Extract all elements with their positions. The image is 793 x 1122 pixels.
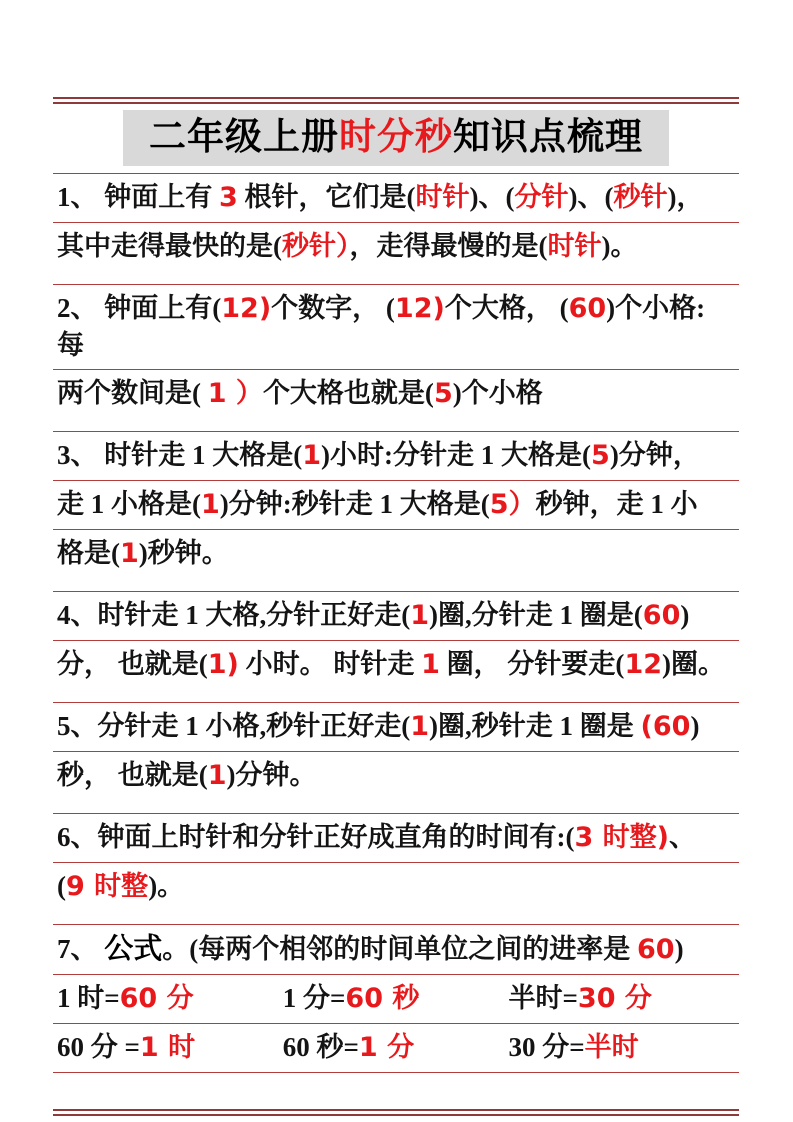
- answer-text: 1 时: [139, 1032, 196, 1064]
- bottom-spacer: [53, 1073, 739, 1109]
- row-item-4-line-2: [53, 641, 739, 703]
- text-line: [57, 375, 735, 412]
- answer-text: 1 分: [358, 1032, 415, 1064]
- body-text: 秒钟，走 1 小: [535, 489, 698, 520]
- answer-text: 1): [207, 649, 239, 681]
- body-text: 2、 钟面上有(: [57, 293, 222, 324]
- body-text: )圈,秒针走 1 圈是: [429, 711, 641, 742]
- body-text: 6、钟面上时针和分针正好成直角的时间有:(: [57, 822, 575, 853]
- body-text: 5、分针走 1 小格,秒针正好走(: [57, 711, 411, 742]
- row-item-2-line-3: [53, 370, 739, 432]
- answer-text: 时分秒: [339, 115, 453, 158]
- row-item-3-line-3: [53, 530, 739, 592]
- body-text: ，走得最慢的是(: [349, 231, 548, 262]
- row-item-1-line-1: [53, 174, 739, 223]
- answer-text: 60: [568, 293, 607, 325]
- body-text: 其中走得最快的是(: [57, 231, 282, 262]
- body-text: 每: [57, 330, 84, 361]
- row-item-3-line-2: [53, 481, 739, 530]
- row-item-1-line-2: [53, 223, 739, 285]
- body-text: 秒， 也就是(: [57, 760, 208, 791]
- body-text: 格是(: [57, 538, 120, 569]
- body-text: 、: [669, 822, 697, 853]
- answer-text: 12): [221, 293, 272, 325]
- body-text: 两个数间是(: [57, 378, 208, 409]
- answer-text: 5: [433, 378, 453, 410]
- body-text: 60 分 =: [57, 1032, 140, 1063]
- body-text: 1 分=: [282, 983, 346, 1014]
- row-formula-row-1: [53, 975, 739, 1024]
- body-text: )秒钟。: [138, 538, 229, 569]
- answer-text: 60: [637, 934, 675, 966]
- answer-text: 1: [120, 538, 139, 570]
- body-text: ): [674, 934, 684, 965]
- text-line: [57, 757, 735, 794]
- formula-cell: [57, 980, 283, 1017]
- row-formula-row-2: [53, 1024, 739, 1073]
- body-text: )个小格: [452, 378, 543, 409]
- answer-text: 半时: [584, 1032, 639, 1064]
- emphasis-text: 公式: [104, 931, 163, 966]
- body-text: 走 1 小格是(: [57, 489, 201, 520]
- answer-text: 1: [421, 649, 440, 681]
- body-text: 7、: [57, 934, 105, 965]
- formula-cell: [509, 980, 735, 1017]
- body-text: 个数字， (: [271, 293, 395, 324]
- body-text: 个大格， (: [444, 293, 569, 324]
- answer-text: 1: [201, 489, 220, 521]
- body-text: 根针，它们是(: [237, 182, 416, 213]
- answer-text: 60: [642, 600, 681, 632]
- body-text: )。: [601, 231, 638, 262]
- answer-text: 1 ）: [207, 378, 263, 410]
- body-text: 4、时针走 1 大格,分针正好走(: [57, 600, 411, 631]
- answer-text: 1: [410, 711, 430, 743]
- answer-text: 时针: [547, 231, 602, 263]
- answer-text: 3 时整): [574, 822, 670, 854]
- body-text: ): [690, 711, 700, 742]
- page-title: [123, 110, 669, 166]
- answer-text: 分针: [514, 182, 569, 214]
- formula-cell: [283, 1029, 509, 1066]
- answer-text: 1: [207, 760, 227, 792]
- row-item-5-line-1: [53, 703, 739, 752]
- answer-text: 9 时整: [66, 871, 149, 903]
- body-text: 半时=: [508, 983, 578, 1014]
- text-line: [57, 228, 735, 265]
- document-content: [53, 97, 739, 1116]
- formula-cell: [283, 980, 509, 1017]
- row-item-6-line-2: [53, 863, 739, 925]
- text-line: [57, 327, 735, 363]
- text-line: [57, 437, 735, 474]
- body-text: )、(: [469, 182, 515, 213]
- row-item-4-line-1: [53, 592, 739, 641]
- body-text: )小时:分针走 1 大格是(: [321, 440, 592, 471]
- answer-text: 1: [410, 600, 430, 632]
- text-line: [57, 597, 735, 634]
- row-item-6-line-1: [53, 814, 739, 863]
- text-line: [57, 930, 735, 968]
- body-text: 60 秒=: [282, 1032, 359, 1063]
- body-text: (: [57, 871, 66, 902]
- answer-text: 5: [591, 440, 610, 472]
- answer-text: 3: [219, 182, 238, 214]
- page-border-top: [53, 97, 739, 104]
- body-text: 分， 也就是(: [57, 649, 208, 680]
- answer-text: 秒针: [613, 182, 668, 214]
- body-text: 。(每两个相邻的时间单位之间的进率是: [162, 934, 638, 965]
- body-text: 1、 钟面上有: [57, 182, 219, 213]
- answer-text: 时针: [415, 182, 470, 214]
- text-line: [57, 646, 735, 683]
- answer-text: 5）: [489, 489, 536, 521]
- body-text: 小时。 时针走: [238, 649, 422, 680]
- row-item-5-line-2: [53, 752, 739, 814]
- answer-text: 秒针）: [282, 231, 350, 263]
- body-text: )圈,分针走 1 圈是(: [429, 600, 643, 631]
- answer-text: 12): [394, 293, 445, 325]
- row-title: [53, 104, 739, 174]
- body-text: )个小格:: [606, 293, 706, 324]
- row-item-2-lines-1-2: [53, 285, 739, 370]
- body-text: 1 时=: [57, 983, 120, 1014]
- text-line: [57, 819, 735, 856]
- text-line: [57, 290, 735, 327]
- body-text: )，: [667, 182, 704, 213]
- body-text: )圈。: [662, 649, 726, 680]
- row-item-7-heading: [53, 925, 739, 975]
- body-text: 知识点梳理: [453, 115, 643, 158]
- body-text: 圈， 分针要走(: [439, 649, 625, 680]
- answer-text: 60 秒: [345, 983, 420, 1015]
- notes-table: [53, 104, 739, 1073]
- body-text: 30 分=: [508, 1032, 585, 1063]
- text-line: [57, 868, 735, 905]
- text-line: [57, 535, 735, 572]
- body-text: 二年级上册: [149, 115, 339, 158]
- body-text: )分钟，: [609, 440, 700, 471]
- body-text: 个大格也就是(: [262, 378, 434, 409]
- answer-text: 1: [302, 440, 322, 472]
- body-text: )分钟。: [226, 760, 317, 791]
- answer-text: (60: [640, 711, 691, 743]
- formula-cell: [509, 1029, 735, 1066]
- body-text: 3、 时针走 1 大格是(: [57, 440, 303, 471]
- body-text: )、(: [568, 182, 614, 213]
- body-text: )分钟:秒针走 1 大格是(: [219, 489, 490, 520]
- row-item-3-line-1: [53, 432, 739, 481]
- answer-text: 30 分: [577, 983, 652, 1015]
- text-line: [57, 486, 735, 523]
- formula-cell: [57, 1029, 283, 1066]
- page-border-bottom: [53, 1109, 739, 1116]
- text-line: [57, 708, 735, 745]
- body-text: ): [680, 600, 690, 631]
- answer-text: 12: [624, 649, 663, 681]
- body-text: )。: [148, 871, 185, 902]
- text-line: [57, 179, 735, 216]
- answer-text: 60 分: [119, 983, 194, 1015]
